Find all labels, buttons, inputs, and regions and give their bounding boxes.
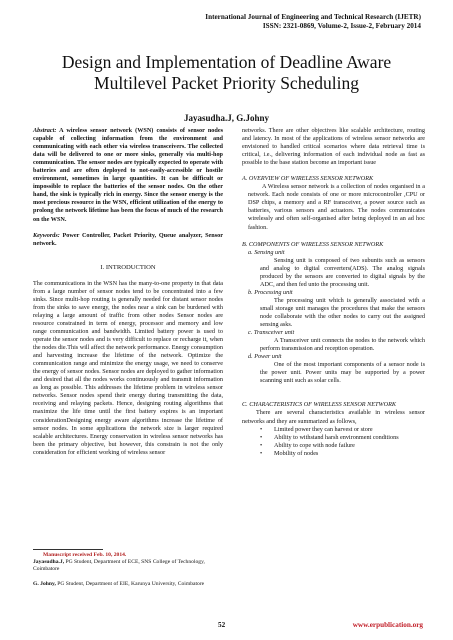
section-b-heading: B. COMPONENTS OF WIRELESS SENSOR NETWORK <box>242 240 384 248</box>
subsection-c-label: c. Transceiver unit <box>248 329 295 337</box>
title-line-1: Design and Implementation of Deadline Aware <box>61 52 392 72</box>
intro-text: The communications in the WSN has the many-to-one property in that data from a large number of sensor nodes tend to be concentrated into a few sinks. Since multi-hop routing is generally needed for distant sensor nodes from the sinks to save energy, the nodes near a sink can be burdened with relaying a large amount of traffic from other nodes Sensor nodes are resource constrained in term of energy, processor and memory and low range communication and bandwidth. Limited battery power is used to operate the sensor nodes and is very difficult to replace or recharge it, when the nodes die.This will affect the network performance. Energy consumption and harvesting increase the lifetime of the network. Optimize the communication range and minimize the energy usage, we need to conserve the energy of sensor nodes. Sensor nodes are deployed to gather information and desired that all the nodes works continuously and transmit information as long as possible. This addresses the lifetime problem in wireless sensor networks. Sensor nodes spend their energy during transmitting the data, receiving and relaying packets. Hence, designing routing algorithms that maximize the life time until the first battery expires is an important considerationDesigning energy aware algorithms increase the lifetime of sensor nodes. In some applications the network size is larger required scalable architectures. Energy conservation in wireless sensor networks has been the primary objective, but however, this constrain is not the only consideration for efficient working of wireless sensor <box>33 279 223 456</box>
subsection-a-label: a. Sensing unit <box>248 248 285 256</box>
received-date: Manuscript received Feb. 10, 2014. <box>43 552 127 558</box>
title-line-2: Multilevel Packet Priority Scheduling <box>94 73 359 93</box>
footnotes <box>33 549 223 588</box>
author2-name: G. Johny, <box>33 580 56 587</box>
section-a-text: A Wireless sensor network is a collection of nodes organised in a network. Each node consists of one or more microcontroller ,CPU or DSP chips, a memory and a RF transceiver, a power source such as batteries, various sensors and actuators. The nodes communicates wirelessly and often self-organised after being deployed in an ad hoc fashion. <box>248 183 425 231</box>
keywords-label: Keywords: <box>33 231 60 239</box>
list-item: • Limited power they can harvest or store <box>260 426 425 434</box>
author1-text: PG Student, Department of ECE, SNS College of Technology, Coimbatore <box>33 559 205 573</box>
subsection-a-text: Sensing unit is composed of two subunits such as sensors and analog to digital converters(ADS). The analog signals produced by the sensors are converted to digital signals by the ADC, and then fed unto the processing unit. <box>260 256 425 288</box>
section-a-heading: A. OVERVIEW OF WIRELESS SENSOR NETWORK <box>242 175 374 183</box>
journal-header <box>205 13 421 31</box>
page-number: 52 <box>218 621 226 629</box>
author2-affiliation <box>33 581 223 588</box>
continuation-text: networks. There are other objectives like scalable architecture, routing and latency. In most of the applications of wireless sensor networks are envisioned to handled critical scenarios where data retrieval time is critical, i.e., delivering information of each individual node as fast as possible to the base station become an important issue <box>242 127 425 167</box>
author1-affiliation <box>33 559 223 573</box>
list-item: • Ability to cope with node failure <box>260 442 425 450</box>
subsection-b-label: b. Processing unit <box>248 288 293 296</box>
right-column <box>242 127 425 458</box>
author2-text: PG Student, Department of EIE, Karunya University, Coimbatore <box>55 580 205 587</box>
abstract-text: A wireless sensor network (WSN) consists of sensor nodes capable of collecting information from the environment and communicating with each other via wireless transceivers. The collected data will be delivered to one or more sinks, generally via multi-hop communication. The sensor nodes are typically expected to operate with batteries and are often deployed to not-easily-accessible or hostile environment, sometimes in large quantities. It can be difficult or impossible to replace the batteries of the sensor nodes. On the other hand, the sink is typically rich in energy. Since the sensor energy is the most precious resource in the WSN, efficient utilization of the energy to prolong the network lifetime has been the focus of much of the research on the WSN. <box>33 127 223 223</box>
subsection-d-text: One of the most important components of a sensor node is the power unit. Power units may be supported by a power scanning unit such as solar cells. <box>260 361 425 385</box>
footnote-rule <box>33 549 103 550</box>
subsection-b-text: The processing unit which is generally associated with a small storage unit manages the procedures that make the sensors node collaborate with the other nodes to carry out the assigned sensing asks. <box>260 296 425 329</box>
subsection-c-text: A Transceiver unit connects the nodes to the network which perform transmission and reception operation. <box>260 337 425 353</box>
journal-issn: ISSN: 2321-0869, Volume-2, Issue-2, February 2014 <box>262 22 421 30</box>
subsection-d-label: d. Power unit <box>248 353 282 361</box>
author1-name: Jayasudha.J, <box>33 559 65 566</box>
section-c-heading: C. CHARACTERISTICS OF WIRELESS SENSOR NETWORK <box>242 401 396 409</box>
abstract-label: Abstract: <box>33 127 57 134</box>
journal-name: International Journal of Engineering and Technical Research (IJETR) <box>205 13 421 21</box>
keywords <box>33 232 223 248</box>
publisher-website[interactable]: www.erpublication.org <box>352 621 423 629</box>
section-c-text: There are several characteristics available in wireless sensor networks and they are summarized as follows, <box>242 409 425 425</box>
list-item: • Mobility of nodes <box>260 450 425 458</box>
intro-heading: I. INTRODUCTION <box>100 263 156 271</box>
abstract <box>33 127 223 224</box>
characteristics-list <box>242 426 425 458</box>
list-item: • Ability to withstand harsh environment conditions <box>260 434 425 442</box>
paper-title <box>0 52 453 94</box>
keywords-text: Power Controller, Packet Priority, Queue analyzer, Sensor network. <box>33 231 223 247</box>
author-list: Jayasudha.J, G.Johny <box>183 113 270 123</box>
left-column <box>33 127 223 457</box>
